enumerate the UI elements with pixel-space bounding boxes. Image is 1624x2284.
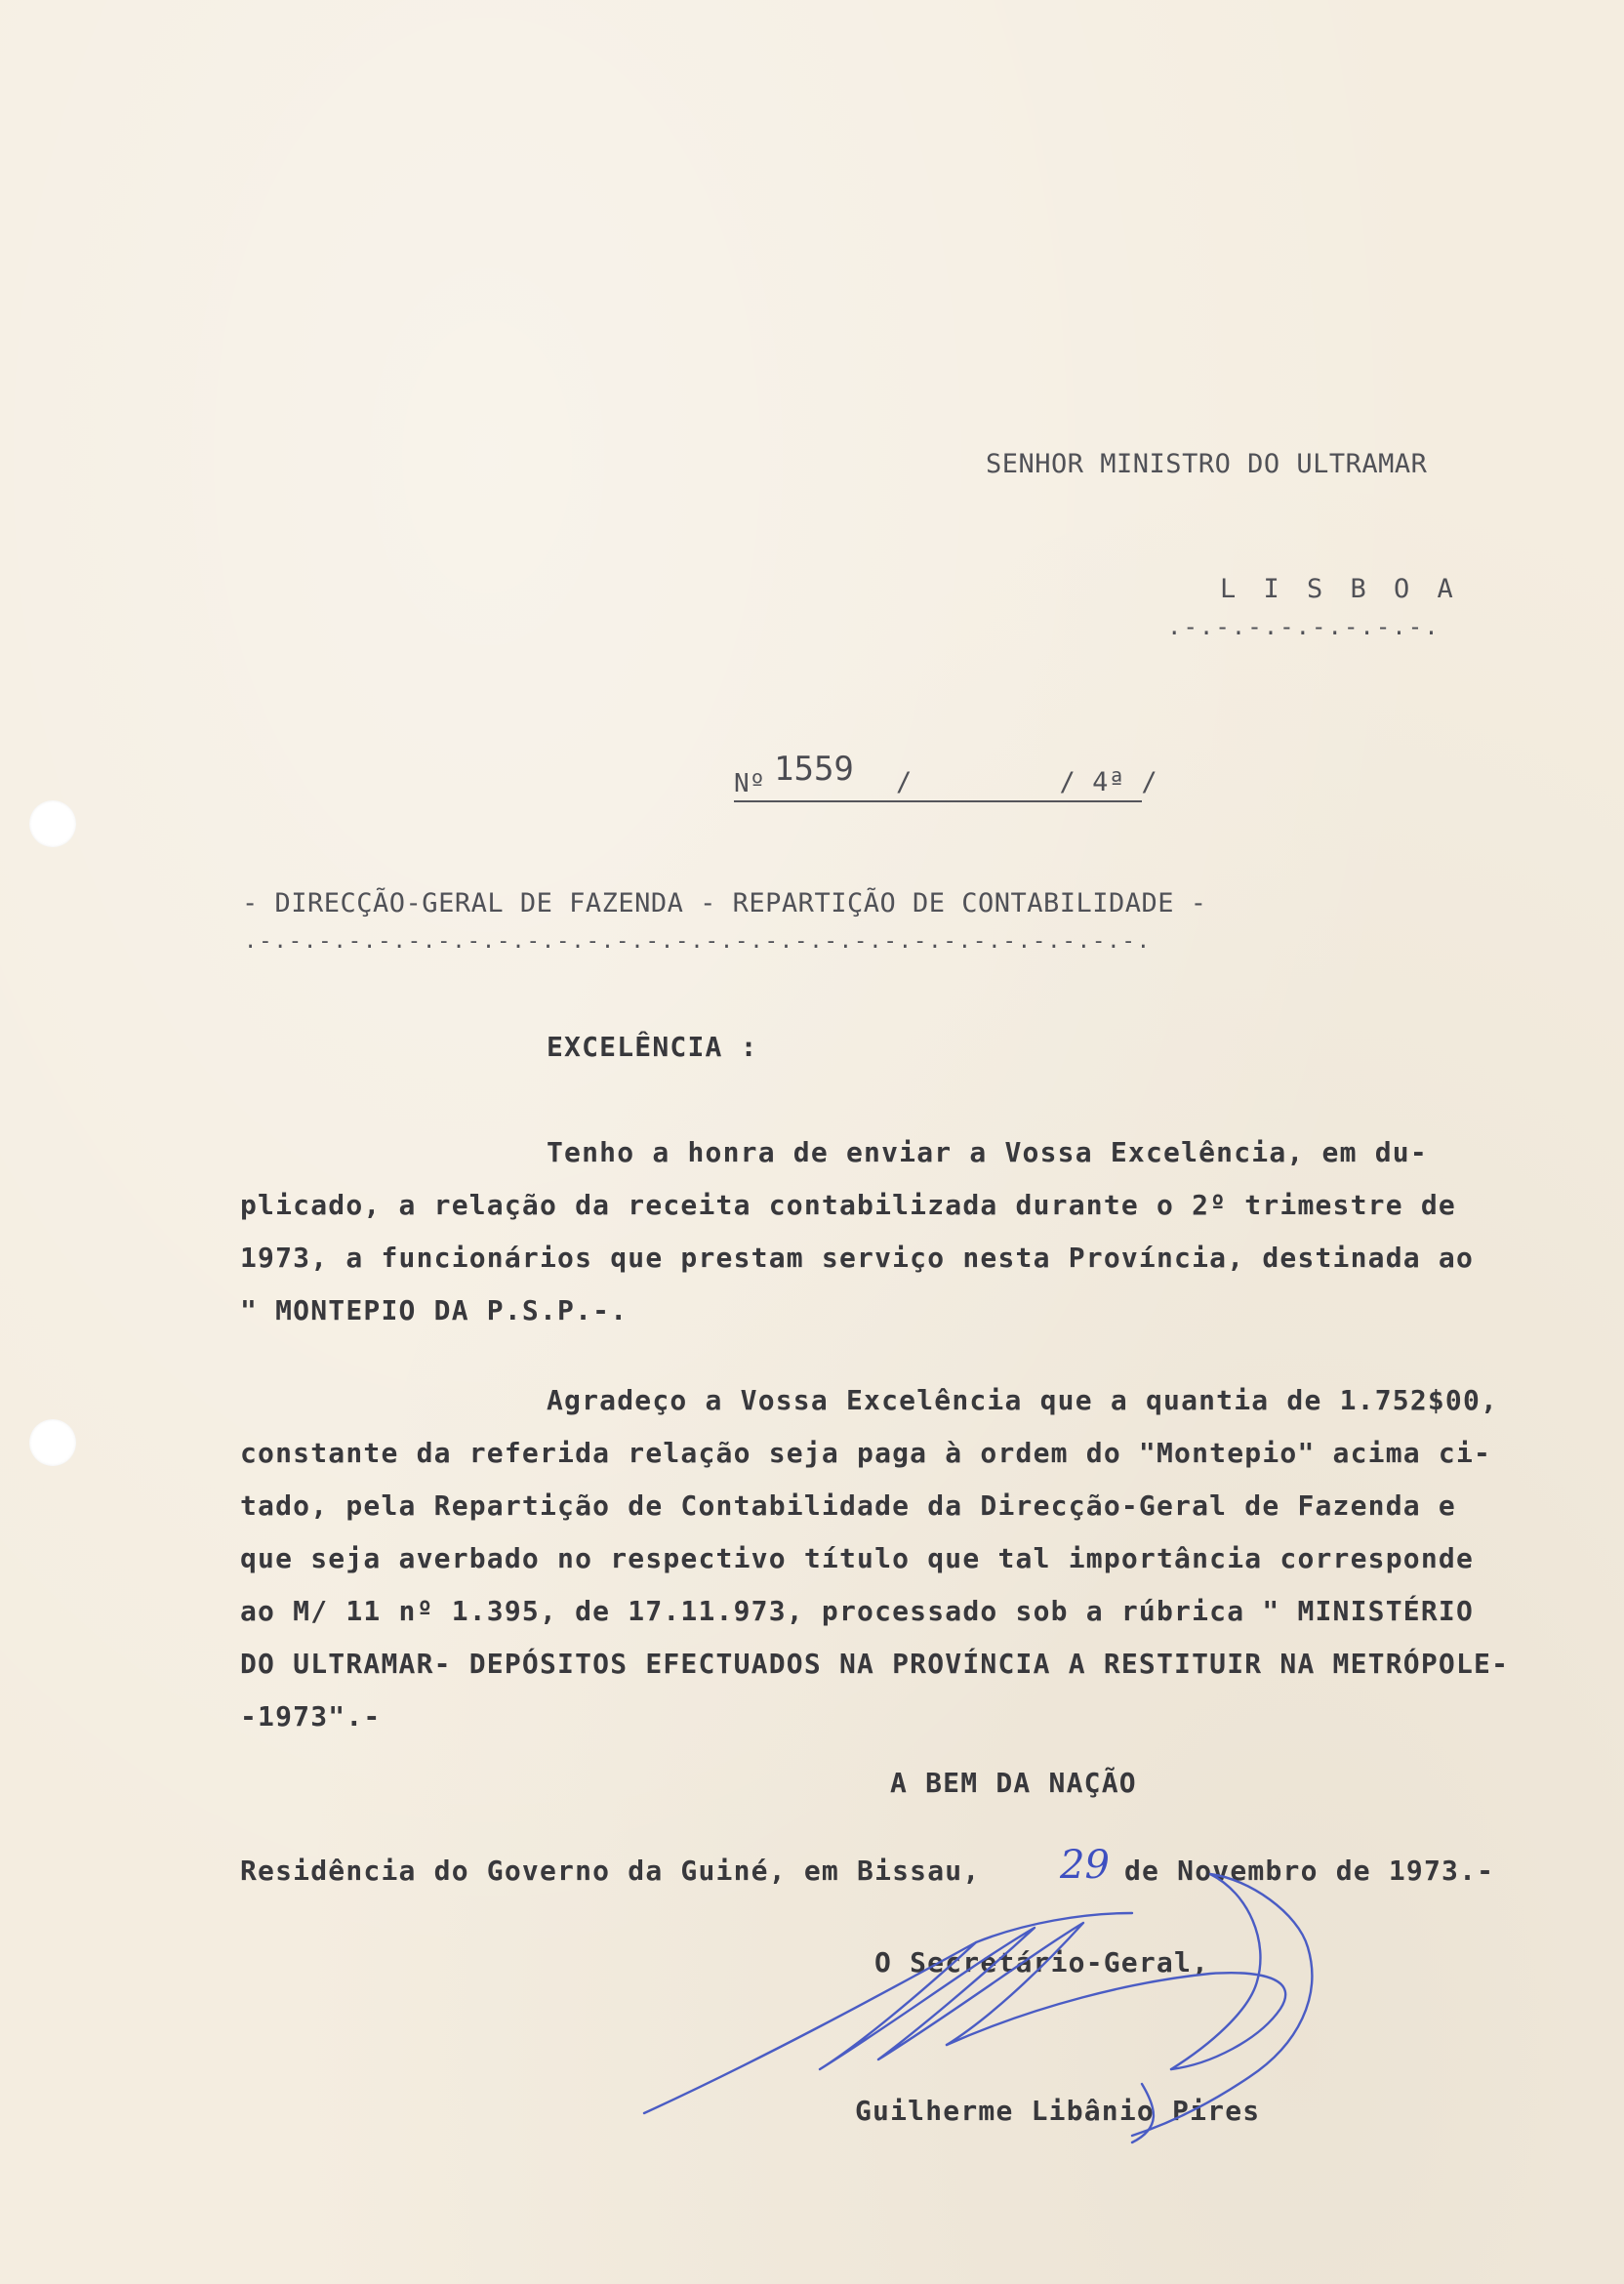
signatory-title: O Secretário-Geral,: [874, 1946, 1210, 1978]
handwritten-day: 29: [1060, 1843, 1110, 1888]
reference-underline: [734, 800, 1142, 802]
salutation: EXCELÊNCIA :: [547, 1031, 758, 1063]
signatory-name: Guilherme Libânio Pires: [855, 2095, 1261, 2127]
paragraph2-line3: tado, pela Repartição de Contabilidade da Direcção-Geral de Fazenda e: [240, 1489, 1456, 1522]
paragraph1-line2: plicado, a relação da receita contabilizada durante o 2º trimestre de: [240, 1189, 1456, 1221]
paragraph2-line6: DO ULTRAMAR- DEPÓSITOS EFECTUADOS NA PROVÍNCIA A RESTITUIR NA METRÓPOLE-: [240, 1648, 1510, 1680]
department-rule: .-.-.-.-.-.-.-.-.-.-.-.-.-.-.-.-.-.-.-.-.-.-.-.-.-.-.-.-.-.-.: [244, 929, 1152, 954]
place-date-after: de Novembro de 1973.-: [1124, 1855, 1495, 1887]
closing-formula: A BEM DA NAÇÃO: [890, 1767, 1137, 1799]
reference-suffix: / / 4ª /: [896, 767, 1158, 797]
paragraph1-line3: 1973, a funcionários que prestam serviço nesta Província, destinada ao: [240, 1242, 1475, 1274]
paragraph2-line5: ao M/ 11 nº 1.395, de 17.11.973, processado sob a rúbrica " MINISTÉRIO: [240, 1595, 1475, 1627]
department-line: - DIRECÇÃO-GERAL DE FAZENDA - REPARTIÇÃO DE CONTABILIDADE -: [242, 888, 1207, 918]
paragraph1-line1: Tenho a honra de enviar a Vossa Excelência, em du-: [547, 1136, 1428, 1168]
paragraph2-line4: que seja averbado no respectivo título que tal importância corresponde: [240, 1542, 1475, 1574]
addressee-city: L I S B O A: [1220, 574, 1459, 604]
paragraph2-line1: Agradeço a Vossa Excelência que a quantia de 1.752$00,: [547, 1384, 1499, 1416]
place-date-before: Residência do Governo da Guiné, em Bissau,: [240, 1855, 981, 1887]
handwritten-signature: [625, 1835, 1386, 2157]
reference-number: 1559: [774, 750, 854, 789]
paragraph2-line7: -1973".-: [240, 1700, 382, 1733]
city-rule: .-.-.-.-.-.-.-.-.: [1167, 613, 1441, 640]
punch-hole-lower: [29, 1419, 76, 1466]
paragraph2-line2: constante da referida relação seja paga à ordem do "Montepio" acima ci-: [240, 1437, 1492, 1469]
punch-hole-upper: [29, 800, 76, 847]
reference-prefix: Nº: [734, 769, 766, 798]
addressee-line: SENHOR MINISTRO DO ULTRAMAR: [986, 449, 1428, 479]
paragraph1-line4: " MONTEPIO DA P.S.P.-.: [240, 1294, 629, 1326]
